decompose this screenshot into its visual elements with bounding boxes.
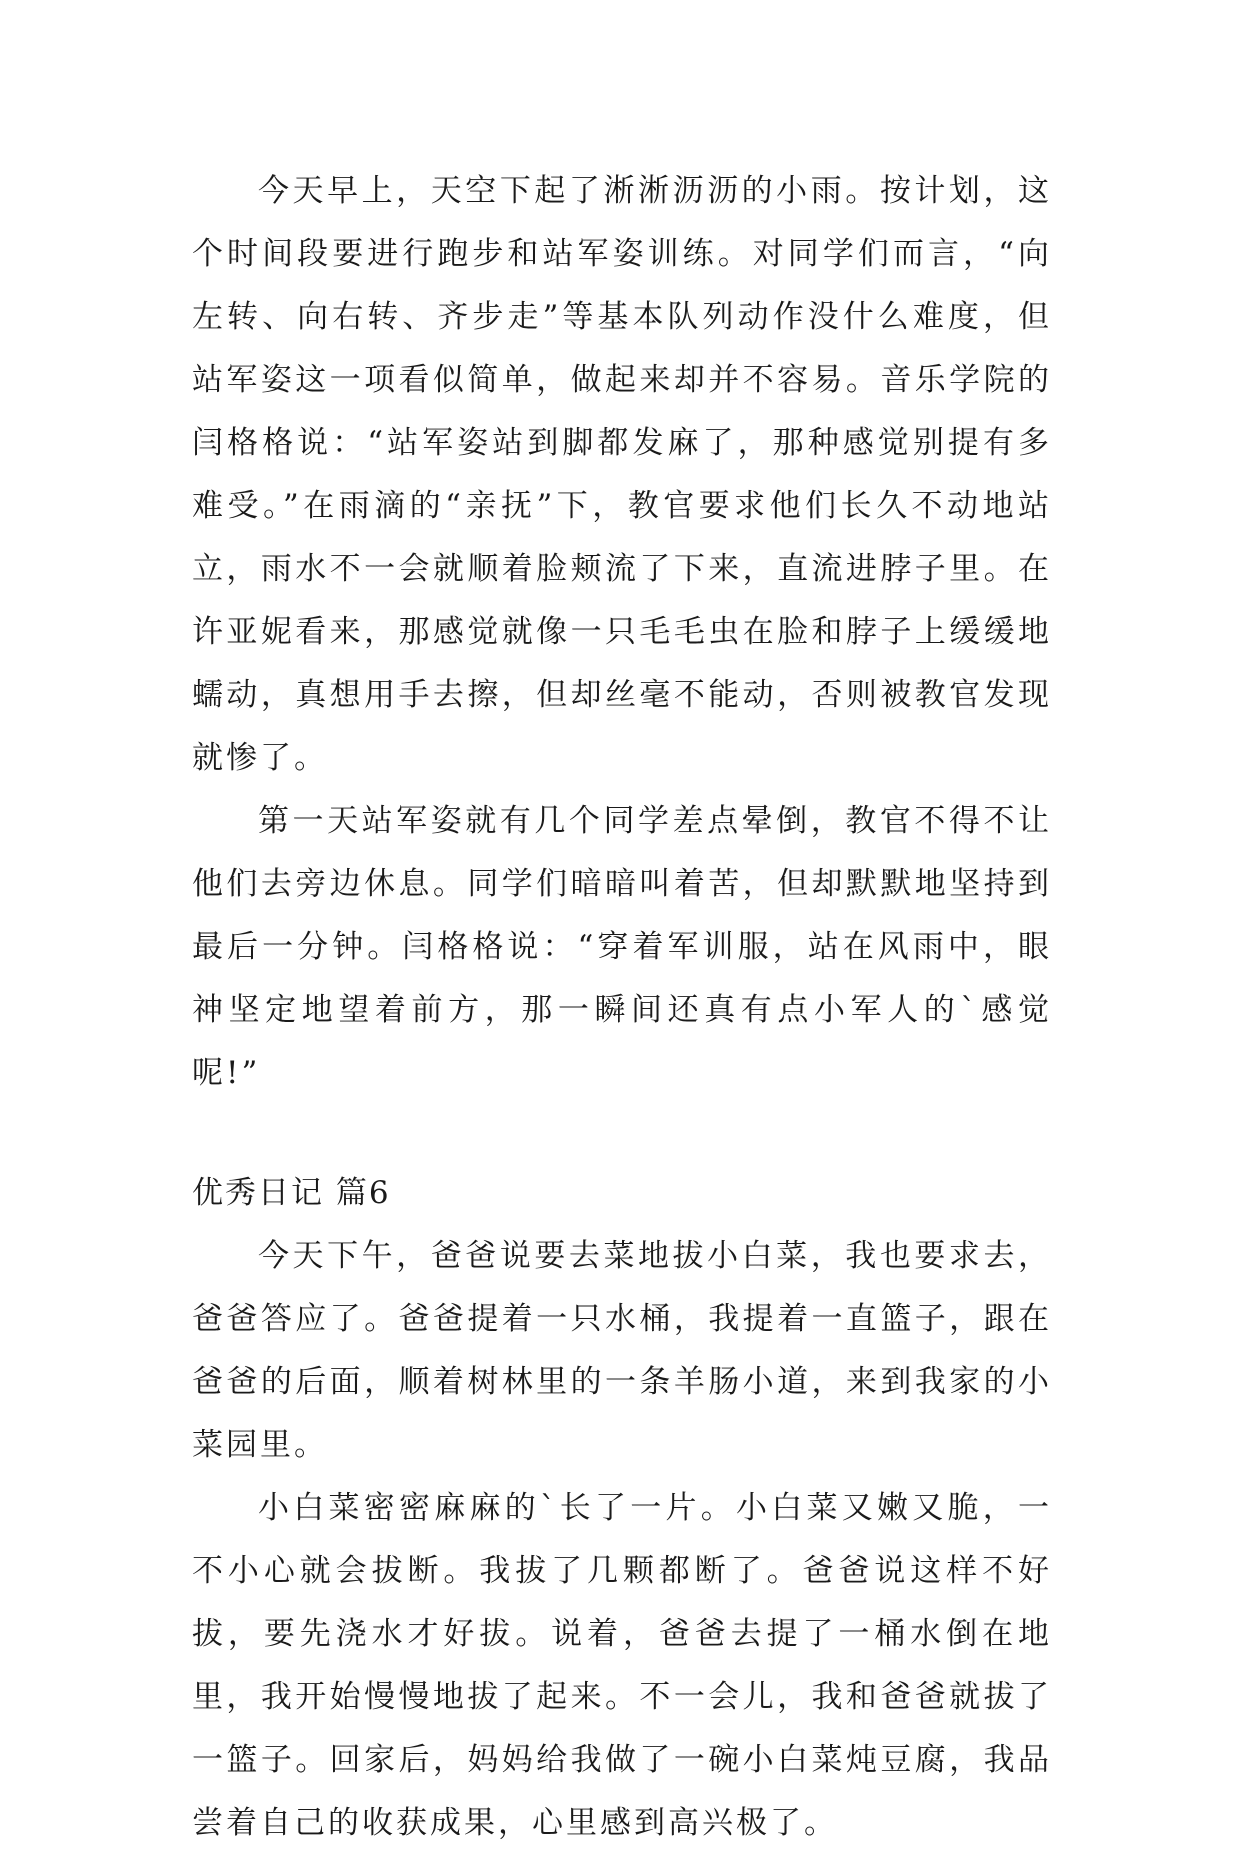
paragraph: 今天下午，爸爸说要去菜地拔小白菜，我也要求去，爸爸答应了。爸爸提着一只水桶，我提着一直篮子，跟在爸爸的后面，顺着树林里的一条羊肠小道，来到我家的小菜园里。	[192, 1238, 1052, 1463]
document-body	[192, 160, 1052, 1855]
section-heading: 优秀日记 篇6	[192, 1175, 391, 1211]
paragraph: 小白菜密密麻麻的`长了一片。小白菜又嫩又脆，一不小心就会拔断。我拔了几颗都断了。爸爸说这样不好拔，要先浇水才好拔。说着，爸爸去提了一桶水倒在地里，我开始慢慢地拔了起来。不一会儿，我和爸爸就拔了一篮子。回家后，妈妈给我做了一碗小白菜炖豆腐，我品尝着自己的收获成果，心里感到高兴极了。	[192, 1490, 1052, 1841]
paragraph: 第一天站军姿就有几个同学差点晕倒，教官不得不让他们去旁边休息。同学们暗暗叫着苦，但却默默地坚持到最后一分钟。闫格格说：“穿着军训服，站在风雨中，眼神坚定地望着前方，那一瞬间还真有点小军人的`感觉呢!”	[192, 803, 1052, 1091]
paragraph: 今天早上，天空下起了淅淅沥沥的小雨。按计划，这个时间段要进行跑步和站军姿训练。对同学们而言，“向左转、向右转、齐步走”等基本队列动作没什么难度，但站军姿这一项看似简单，做起来却并不容易。音乐学院的闫格格说：“站军姿站到脚都发麻了，那种感觉别提有多难受。”在雨滴的“亲抚”下，教官要求他们长久不动地站立，雨水不一会就顺着脸颊流了下来，直流进脖子里。在许亚妮看来，那感觉就像一只毛毛虫在脸和脖子上缓缓地蠕动，真想用手去擦，但却丝毫不能动，否则被教官发现就惨了。	[192, 173, 1052, 776]
